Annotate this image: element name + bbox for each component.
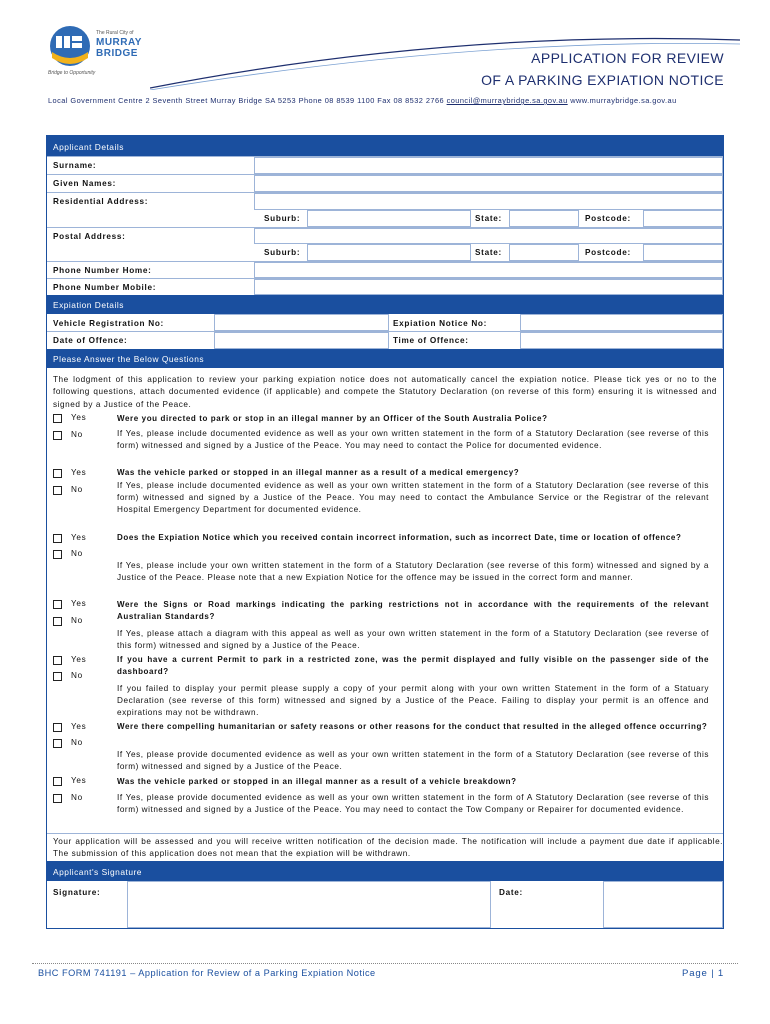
q6-no-checkbox[interactable] xyxy=(53,739,62,748)
q7-no-checkbox[interactable] xyxy=(53,794,62,803)
residential-suburb-label: Suburb: xyxy=(264,214,301,223)
signature-label: Signature: xyxy=(53,888,101,897)
q1-yes-checkbox[interactable] xyxy=(53,414,62,423)
council-address: Local Government Centre 2 Seventh Street Murray Bridge SA 5253 Phone 08 8539 1100 Fax 08 8532 2766 xyxy=(48,96,447,105)
questions-intro: The lodgment of this application to review your parking expiation notice does not automatically cancel the expiation notice. Please tick yes or no to the following questions, attach documented evidence (if applicable) and compete the Statutory Declaration (on reverse of this form) ensuring it is witnessed and signed by a Justice of the Peace. xyxy=(53,375,717,409)
postal-address-row xyxy=(47,227,723,244)
phone-home-label: Phone Number Home: xyxy=(53,266,152,275)
expiation-details-heading: Expiation Details xyxy=(47,295,723,314)
given-names-label: Given Names: xyxy=(53,179,117,188)
residential-suburb-row xyxy=(47,210,723,228)
council-contact-line xyxy=(48,96,728,105)
q5-yes-checkbox[interactable] xyxy=(53,656,62,665)
q1-yes-label: Yes xyxy=(71,413,87,422)
q7-yes-checkbox[interactable] xyxy=(53,777,62,786)
footer-form-id: BHC FORM 741191 xyxy=(38,968,128,978)
q4-no-checkbox[interactable] xyxy=(53,617,62,626)
q5-question: If you have a current Permit to park in a restricted zone, was the permit displayed and fully visible on the passenger side of the dashboard? xyxy=(117,655,709,677)
closing-statement: Your application will be assessed and you will receive written notification of the decision made. The notification will include a payment due date if applicable. The submission of this application does not mean that the expiation will be withdrawn. xyxy=(47,833,723,861)
q3-question: Does the Expiation Notice which you received contain incorrect information, such as incorrect Date, time or location of offence? xyxy=(117,533,682,542)
q2-no-checkbox[interactable] xyxy=(53,486,62,495)
q1-no-label: No xyxy=(71,430,83,439)
logo-tagline: Bridge to Opportunity xyxy=(48,70,96,76)
phone-mobile-row xyxy=(47,278,723,295)
q2-yes-label: Yes xyxy=(71,468,87,477)
footer-divider xyxy=(32,963,738,964)
q6-yes-label: Yes xyxy=(71,722,87,731)
postal-postcode-field[interactable] xyxy=(643,244,723,261)
q6-detail: If Yes, please provide documented evidence as well as your own written statement in the form of a Statutory Declaration (see reverse of this form) witnessed and signed by a Justice of the Peace. xyxy=(117,750,709,772)
q5-no-checkbox[interactable] xyxy=(53,672,62,681)
q7-question: Was the vehicle parked or stopped in an illegal manner as a result of a vehicle breakdown? xyxy=(117,777,517,786)
signature-row xyxy=(47,881,723,928)
q4-yes-label: Yes xyxy=(71,599,87,608)
postal-address-field[interactable] xyxy=(254,228,723,244)
q6-question: Were there compelling humanitarian or safety reasons or other reasons for the conduct that resulted in the alleged offence occurring? xyxy=(117,722,708,731)
given-names-row xyxy=(47,174,723,192)
date-offence-label: Date of Offence: xyxy=(53,336,128,345)
postal-suburb-row xyxy=(47,244,723,262)
signature-date-field[interactable] xyxy=(603,881,723,928)
q7-no-label: No xyxy=(71,793,83,802)
postal-postcode-label: Postcode: xyxy=(585,248,631,257)
q2-detail: If Yes, please include documented evidence as well as your own written statement in the form of a Statutory Declaration (see reverse of this form) witnessed and signed by a Justice of the Peace. You may need to contact the Ambulance Service or the Registrar of the relevant Hospital Emergency Department for documented evidence. xyxy=(117,481,709,515)
residential-state-field[interactable] xyxy=(509,210,579,227)
q2-question: Was the vehicle parked or stopped in an illegal manner as a result of a medical emergency? xyxy=(117,468,520,477)
postal-state-field[interactable] xyxy=(509,244,579,261)
applicant-details-heading: Applicant Details xyxy=(47,136,723,156)
residential-address-label: Residential Address: xyxy=(53,197,149,206)
q7-yes-label: Yes xyxy=(71,776,87,785)
residential-address-field[interactable] xyxy=(254,193,723,210)
vehicle-rego-row xyxy=(47,314,723,332)
q3-no-checkbox[interactable] xyxy=(53,550,62,559)
q5-yes-label: Yes xyxy=(71,655,87,664)
phone-mobile-field[interactable] xyxy=(254,279,723,295)
q4-question: Were the Signs or Road markings indicating the parking restrictions not in accordance with the requirements of the relevant Australian Standards? xyxy=(117,600,709,622)
q3-no-label: No xyxy=(71,549,83,558)
footer-form-title: – Application for Review of a Parking Expiation Notice xyxy=(127,968,376,978)
residential-postcode-label: Postcode: xyxy=(585,214,631,223)
residential-postcode-field[interactable] xyxy=(643,210,723,227)
q4-yes-checkbox[interactable] xyxy=(53,600,62,609)
q2-yes-checkbox[interactable] xyxy=(53,469,62,478)
vehicle-rego-label: Vehicle Registration No: xyxy=(53,319,164,328)
date-label: Date: xyxy=(499,888,523,897)
page-number: Page | 1 xyxy=(682,968,724,979)
q1-no-checkbox[interactable] xyxy=(53,431,62,440)
q6-no-label: No xyxy=(71,738,83,747)
date-offence-field[interactable] xyxy=(214,332,389,349)
surname-row xyxy=(47,156,723,174)
signature-field[interactable] xyxy=(127,881,491,928)
q4-no-label: No xyxy=(71,616,83,625)
notice-no-field[interactable] xyxy=(520,314,723,331)
phone-home-row xyxy=(47,261,723,278)
q1-question: Were you directed to park or stop in an illegal manner by an Officer of the South Australia Police? xyxy=(117,414,548,423)
q1-detail: If Yes, please include documented evidence as well as your own written statement in the form of a Statutory Declaration (see reverse of this form) witnessed and signed by a Justice of the Peace. You may need to contact the Police for documented evidence. xyxy=(117,429,709,451)
q4-detail: If Yes, please attach a diagram with this appeal as well as your own written statement in the form of a Statutory Declaration (see reverse of this form) witnessed and signed by a Justice of the Peace. xyxy=(117,629,709,651)
page-title-line2: OF A PARKING EXPIATION NOTICE xyxy=(481,72,724,88)
logo-name-line1: MURRAY xyxy=(96,37,142,48)
footer-form-reference xyxy=(38,968,376,978)
surname-label: Surname: xyxy=(53,161,97,170)
council-logo xyxy=(44,22,156,82)
q7-detail: If Yes, please provide documented evidence as well as your own written statement in the form of A Statutory Declaration (see reverse of this form) witnessed and signed by a Justice of the Peace. You may need to contact the Tow Company or Repairer for documented evidence. xyxy=(117,793,709,815)
q5-no-label: No xyxy=(71,671,83,680)
notice-no-label: Expiation Notice No: xyxy=(393,319,488,328)
phone-home-field[interactable] xyxy=(254,262,723,278)
application-form xyxy=(46,135,724,929)
postal-state-label: State: xyxy=(475,248,502,257)
surname-field[interactable] xyxy=(254,157,723,174)
given-names-field[interactable] xyxy=(254,175,723,192)
residential-address-row xyxy=(47,192,723,210)
q5-detail: If you failed to display your permit please supply a copy of your permit along with your own written Statement in the form of a Statuary Declaration (see reverse of this form) witnessed and signed by a Justice of the Peace. Failing to display your permit is an offence and expirations may not be withdrawn. xyxy=(117,684,709,718)
logo-small-text: The Rural City of xyxy=(96,30,134,36)
vehicle-rego-field[interactable] xyxy=(214,314,389,331)
phone-mobile-label: Phone Number Mobile: xyxy=(53,283,157,292)
q3-yes-checkbox[interactable] xyxy=(53,534,62,543)
time-offence-label: Time of Offence: xyxy=(393,336,469,345)
time-offence-field[interactable] xyxy=(520,332,723,349)
residential-state-label: State: xyxy=(475,214,502,223)
council-email-link[interactable]: council@murraybridge.sa.gov.au xyxy=(446,96,568,105)
postal-suburb-label: Suburb: xyxy=(264,248,301,257)
date-time-row xyxy=(47,331,723,349)
page-title-line1: APPLICATION FOR REVIEW xyxy=(531,50,724,66)
signature-heading: Applicant's Signature xyxy=(47,861,723,881)
q6-yes-checkbox[interactable] xyxy=(53,723,62,732)
council-website: www.murraybridge.sa.gov.au xyxy=(567,96,677,105)
postal-address-label: Postal Address: xyxy=(53,232,126,241)
postal-suburb-field[interactable] xyxy=(307,244,471,261)
residential-suburb-field[interactable] xyxy=(307,210,471,227)
questions-heading: Please Answer the Below Questions xyxy=(47,349,723,368)
q3-detail: If Yes, please include your own written statement in the form of a Statutory Declaration (see reverse of this form) witnessed and signed by a Justice of the Peace. Please note that a new Expiation Notice for the offence may be issued in the correct form and manner. xyxy=(117,561,709,583)
q3-yes-label: Yes xyxy=(71,533,87,542)
logo-name-line2: BRIDGE xyxy=(96,48,138,59)
q2-no-label: No xyxy=(71,485,83,494)
